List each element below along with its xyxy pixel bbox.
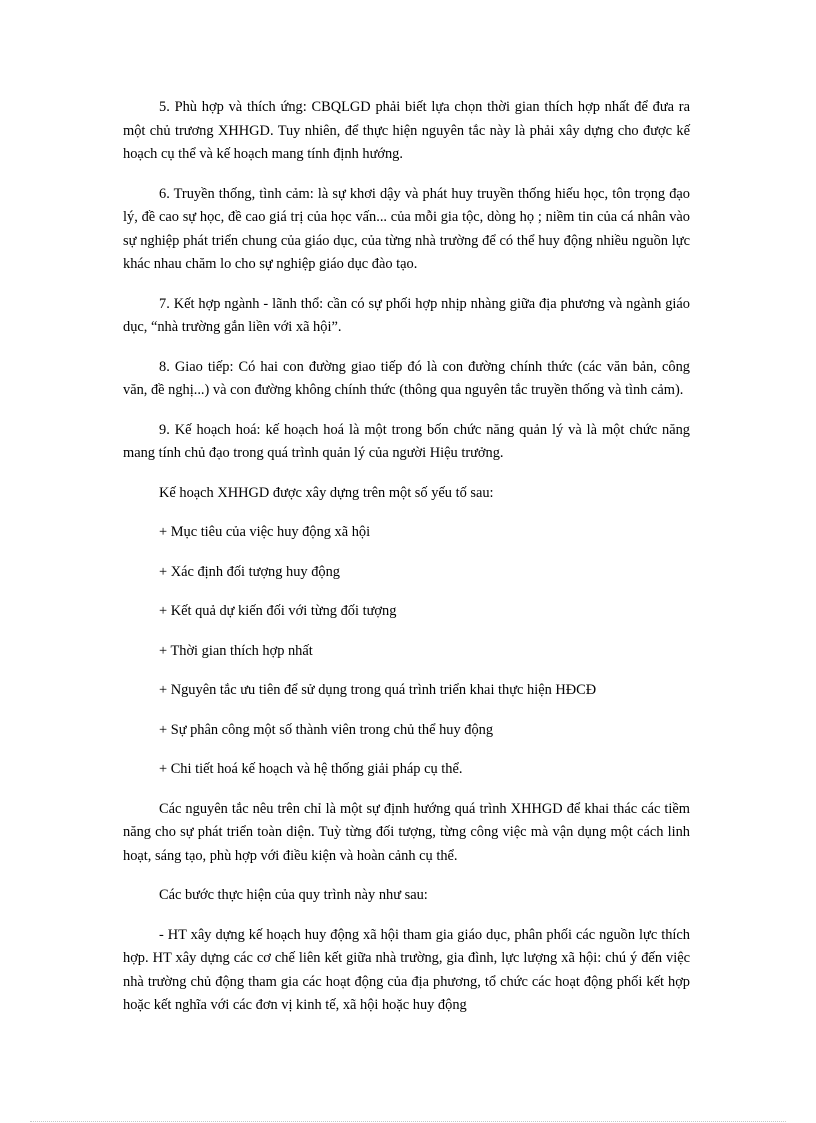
paragraph-principle-7: 7. Kết hợp ngành - lãnh thổ: cần có sự phối hợp nhịp nhàng giữa địa phương và ngành giáo dục, “nhà trường gắn liền với xã hội”. bbox=[123, 295, 690, 335]
paragraph-steps-intro: Các bước thực hiện của quy trình này như sau: bbox=[159, 887, 428, 903]
paragraph-principle-9: 9. Kế hoạch hoá: kế hoạch hoá là một trong bốn chức năng quản lý và là một chức năng mang tính chủ đạo trong quá trình quản lý của người Hiệu trưởng. bbox=[123, 421, 690, 461]
paragraph-step-1: - HT xây dựng kế hoạch huy động xã hội tham gia giáo dục, phân phối các nguồn lực thích hợp. HT xây dựng các cơ chế liên kết giữa nhà trường, gia đình, lực lượng xã hội: chú ý đến việc nhà trường chủ động tham gia các hoạt động của địa phương, tổ chức các hoạt động phối kết hợp hoặc kết nghĩa với các đơn vị kinh tế, xã hội hoặc huy động bbox=[123, 926, 690, 1013]
list-item: + Mục tiêu của việc huy động xã hội bbox=[159, 524, 371, 540]
list-item: + Kết quả dự kiến đối với từng đối tượng bbox=[159, 603, 397, 619]
paragraph-principles-summary: Các nguyên tắc nêu trên chỉ là một sự định hướng quá trình XHHGD để khai thác các tiềm năng cho sự phát triển toàn diện. Tuỳ từng đối tượng, từng công việc mà vận dụng một cách linh hoạt, sáng tạo, phù hợp với điều kiện và hoàn cảnh cụ thể. bbox=[123, 800, 690, 864]
list-item: + Xác định đối tượng huy động bbox=[159, 563, 341, 580]
paragraph-plan-intro: Kế hoạch XHHGD được xây dựng trên một số yếu tố sau: bbox=[159, 484, 494, 501]
paragraph-principle-6: 6. Truyền thống, tình cảm: là sự khơi dậy và phát huy truyền thống hiếu học, tôn trọng đạo lý, đề cao sự học, đề cao giá trị của học vấn... của mỗi gia tộc, dòng họ ; niềm tin của cá nhân vào sự nghiệp phát triển chung của giáo dục, của từng nhà trường để có thể huy động nhiều nguồn lực khác nhau chăm lo cho sự nghiệp giáo dục đào tạo. bbox=[123, 185, 690, 272]
list-item: + Thời gian thích hợp nhất bbox=[159, 642, 313, 659]
paragraph-principle-5: 5. Phù hợp và thích ứng: CBQLGD phải biết lựa chọn thời gian thích hợp nhất để đưa ra một chủ trương XHHGD. Tuy nhiên, để thực hiện nguyên tắc này là phải xây dựng cho được kế hoạch cụ thể và kế hoạch mang tính định hướng. bbox=[123, 99, 690, 162]
paragraph-principle-8: 8. Giao tiếp: Có hai con đường giao tiếp đó là con đường chính thức (các văn bản, công văn, đề nghị...) và con đường không chính thức (thông qua nguyên tắc truyền thống và tình cảm). bbox=[123, 358, 690, 398]
list-item: + Nguyên tắc ưu tiên để sử dụng trong quá trình triển khai thực hiện HĐCĐ bbox=[159, 682, 597, 698]
page-bottom-divider bbox=[30, 1121, 786, 1122]
list-item: + Chi tiết hoá kế hoạch và hệ thống giải pháp cụ thể. bbox=[159, 761, 463, 777]
document-page bbox=[123, 96, 690, 1034]
list-item: + Sự phân công một số thành viên trong chủ thể huy động bbox=[159, 721, 494, 738]
